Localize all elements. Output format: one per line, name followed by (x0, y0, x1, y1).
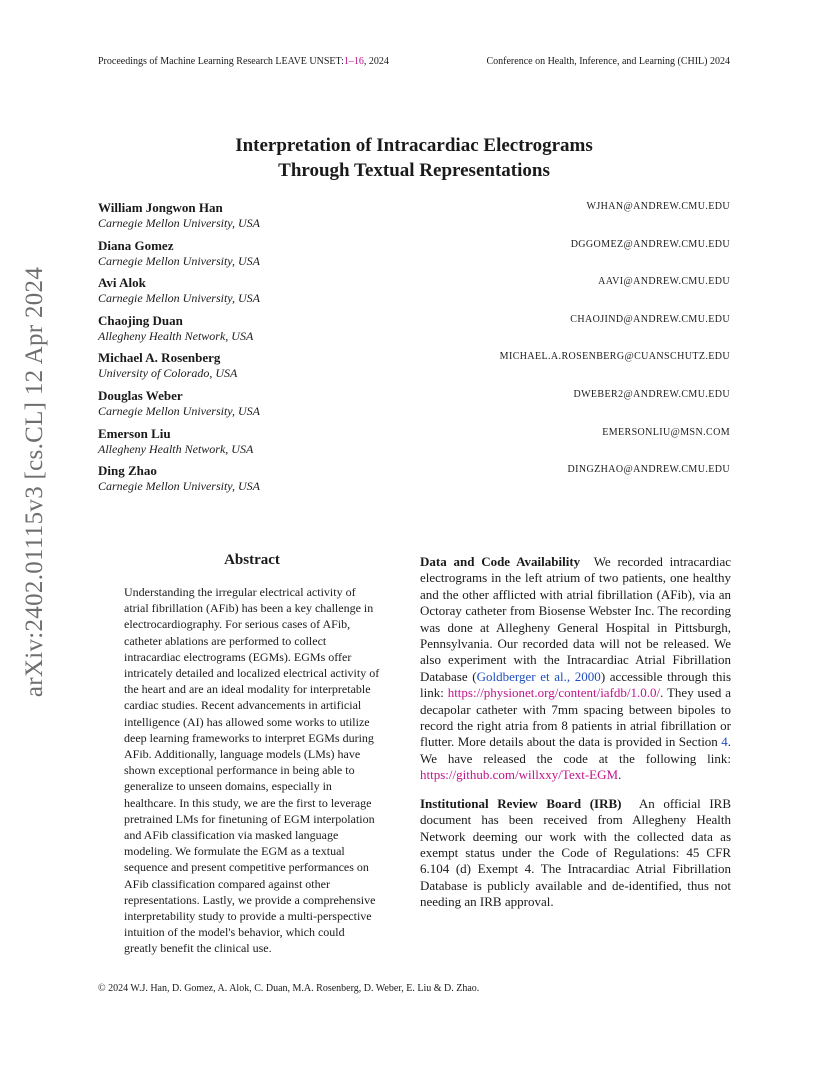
author-affiliation: Carnegie Mellon University, USA (98, 291, 260, 306)
author-email[interactable]: MICHAEL.A.ROSENBERG@CUANSCHUTZ.EDU (499, 351, 730, 363)
author-affiliation: Allegheny Health Network, USA (98, 328, 254, 343)
right-column (420, 554, 731, 911)
paper-title (0, 133, 828, 183)
author-entry (98, 350, 730, 388)
data-availability-heading: Data and Code Availability (420, 554, 581, 569)
pages-link[interactable]: 1–16 (343, 56, 364, 67)
author-email[interactable]: DWEBER2@ANDREW.CMU.EDU (573, 388, 730, 400)
author-affiliation: University of Colorado, USA (98, 366, 238, 381)
author-email[interactable]: EMERSONLIU@MSN.COM (602, 426, 730, 438)
author-email[interactable]: CHAOJIND@ANDREW.CMU.EDU (570, 313, 730, 325)
author-entry (98, 238, 730, 276)
arxiv-id: arXiv:2402.01115v3 [cs.CL] 12 Apr 2024 (21, 266, 48, 698)
author-list (98, 200, 730, 501)
copyright-footer: © 2024 W.J. Han, D. Gomez, A. Alok, C. Duan, M.A. Rosenberg, D. Weber, E. Liu & D. Zhao. (98, 983, 480, 994)
section-ref-link[interactable]: 4 (721, 734, 728, 750)
conference-name: Conference on Health, Inference, and Learning (CHIL) 2024 (486, 56, 730, 67)
github-link[interactable]: https://github.com/willxxy/Text-EGM (420, 767, 619, 783)
author-entry (98, 426, 730, 464)
author-email[interactable]: WJHAN@ANDREW.CMU.EDU (586, 201, 730, 212)
arxiv-watermark (10, 266, 60, 698)
author-email[interactable]: DGGOMEZ@ANDREW.CMU.EDU (570, 238, 730, 250)
citation-link[interactable]: Goldberger et al., 2000 (476, 668, 601, 684)
irb-heading: Institutional Review Board (IRB) (420, 795, 622, 811)
author-name: Michael A. Rosenberg (98, 350, 221, 366)
author-entry (98, 463, 730, 501)
author-name: Diana Gomez (98, 237, 174, 253)
author-affiliation: Carnegie Mellon University, USA (98, 216, 260, 230)
author-entry (98, 313, 730, 351)
author-affiliation: Carnegie Mellon University, USA (98, 403, 260, 418)
irb-paragraph: Institutional Review Board (IRB) An official IRB document has been received from Allegheny Health Network deeming our work with the collected data as exempt status under the Code of Regulations: 45 CFR 6.104 (d) Exempt 4. The Intracardiac Atrial Fibrillation Database is publicly available and de-identified, thus not needing an IRB approval. (420, 795, 732, 910)
author-email[interactable]: AAVI@ANDREW.CMU.EDU (598, 276, 730, 288)
abstract-text: Understanding the irregular electrical activity of atrial fibrillation (AFib) has been a key challenge in electrocardiography. For serious cases of AFib, catheter ablations are performed to collect intracardiac electrograms (EGMs). EGMs offer intricately detailed and localized electrical activity of the heart and are an ideal modality for interpretable cardiac studies. Recent advancements in artificial intelligence (AI) has allowed some works to utilize deep learning frameworks to interpret EGMs during AFib. Additionally, language models (LMs) have shown exceptional performance in being able to generalize to unseen domains, especially in healthcare. In this study, we are the first to leverage pretrained LMs for finetuning of EGM interpolation and AFib classification via masked language modeling. We formulate the EGM as a textual sequence and present competitive performances on AFib classification compared against other representations. Lastly, we provide a comprehensive interpretability study to provide a multi-perspective intuition of the model's behavior, which could greatly benefit the clinical use. (124, 585, 380, 956)
author-name: William Jongwon Han (98, 200, 223, 215)
author-name: Emerson Liu (98, 425, 171, 441)
physionet-link[interactable]: https://physionet.org/content/iafdb/1.0.0/ (447, 685, 661, 701)
author-name: Douglas Weber (98, 387, 183, 403)
author-affiliation: Carnegie Mellon University, USA (98, 253, 260, 268)
data-availability-paragraph: Data and Code Availability We recorded intracardiac electrograms in the left atrium of two patients, one healthy and the other afflicted with atrial fibrillation (AFib), via an Octoray catheter from Biosense Webster Inc. The recording was done at Allegheny General Hospital in Pittsburgh, Pennsylvania. Our recorded data will not be released. We also experiment with the Intracardiac Atrial Fibrillation Database (Goldberger et al., 2000) accessible through this link: https://physionet.org/content/iafdb/1.0.0/. They used a decapolar catheter with 7mm spacing between bipoles to record the right atria from 8 patients in atrial fibrillation or flutter. More details about the data is provided in Section 4. We have released the code at the following link: https://github.com/willxxy/Text-EGM. (420, 554, 732, 783)
abstract-heading: Abstract (224, 552, 280, 568)
author-name: Chaojing Duan (98, 312, 183, 328)
author-entry (98, 200, 730, 238)
author-affiliation: Allegheny Health Network, USA (98, 441, 254, 456)
author-affiliation: Carnegie Mellon University, USA (98, 479, 260, 494)
title-line-1: Interpretation of Intracardiac Electrograms (235, 135, 593, 156)
title-line-2: Through Textual Representations (278, 160, 550, 181)
running-header (98, 56, 730, 67)
author-name: Ding Zhao (98, 463, 157, 479)
author-entry (98, 275, 730, 313)
author-email[interactable]: DINGZHAO@ANDREW.CMU.EDU (567, 464, 730, 476)
author-entry (98, 388, 730, 426)
proceedings-line: Proceedings of Machine Learning Research LEAVE UNSET:1–16, 2024 (98, 56, 389, 67)
author-name: Avi Alok (98, 275, 146, 291)
